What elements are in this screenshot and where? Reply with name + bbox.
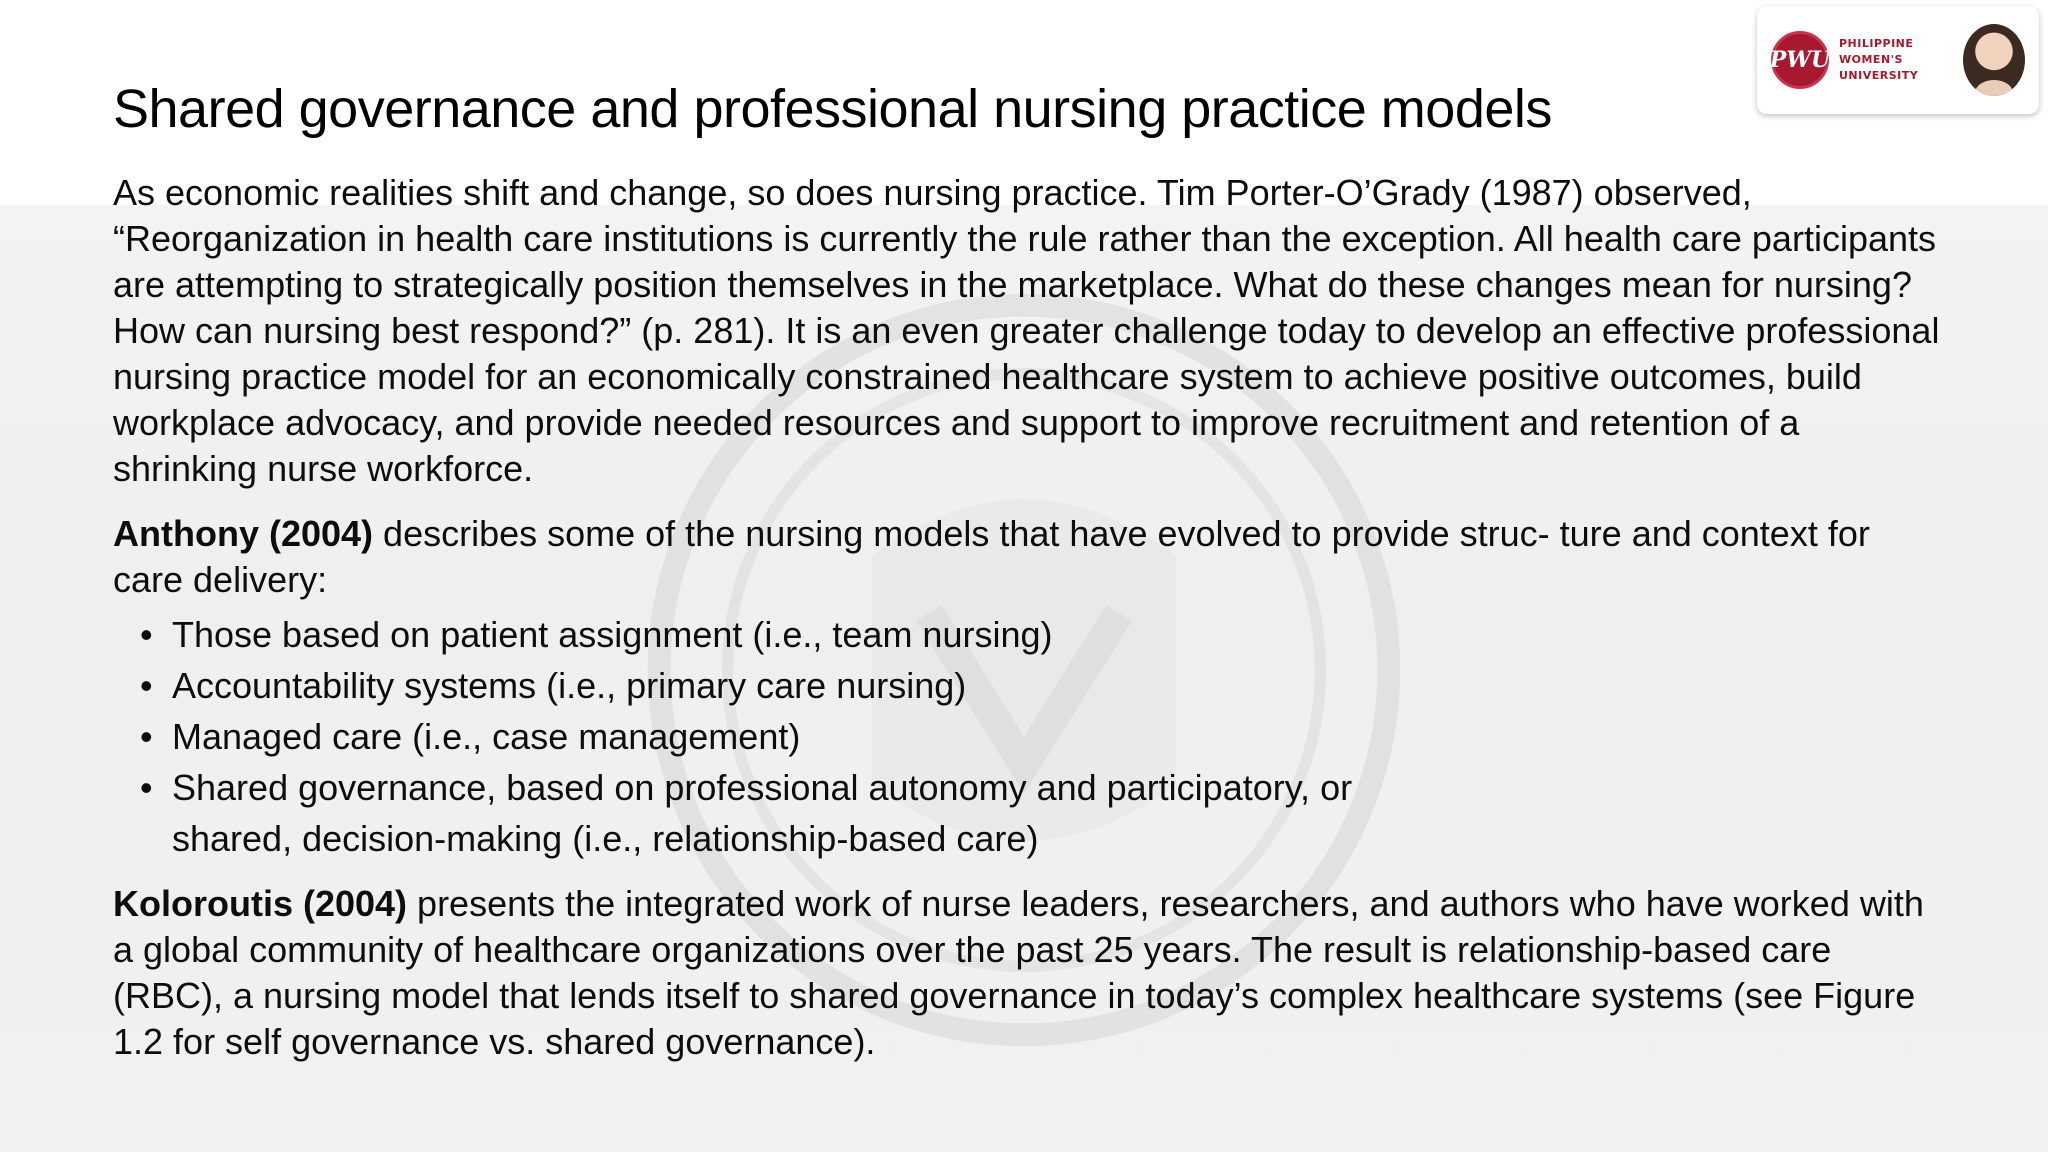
university-name-line: PHILIPPINE	[1839, 37, 1914, 50]
koloroutis-citation: Koloroutis (2004)	[113, 883, 408, 924]
presenter-avatar-icon	[1963, 24, 2025, 96]
bullet-marker: •	[140, 716, 153, 757]
list-item-text: Those based on patient assignment (i.e., team nursing)	[172, 614, 1053, 655]
koloroutis-paragraph	[113, 881, 1943, 1065]
university-name	[1839, 36, 1939, 84]
koloroutis-text: presents the integrated work of nurse leaders, researchers, and authors who have worked with a global community of healthcare organizations over the past 25 years. The result is relationship-based care (RBC), a nursing model that lends itself to shared governance in today’s complex healthcare systems (see Figure 1.2 for self governance vs. shared governance).	[113, 883, 1924, 1062]
list-item	[140, 609, 1640, 660]
slide-title: Shared governance and professional nursing practice models	[113, 79, 1552, 139]
university-logo-icon: PWU	[1771, 31, 1829, 89]
list-item	[140, 711, 1640, 762]
university-name-line: WOMEN'S	[1839, 53, 1903, 66]
list-item	[140, 660, 1640, 711]
bullet-marker: •	[140, 767, 153, 808]
anthony-citation: Anthony (2004)	[113, 513, 374, 554]
anthony-text: describes some of the nursing models that have evolved to provide struc- ture and context for care delivery:	[113, 513, 1870, 600]
list-item-text: Accountability systems (i.e., primary care nursing)	[172, 665, 967, 706]
list-item-text: Shared governance, based on professional autonomy and participatory, or	[172, 767, 1353, 808]
nursing-models-list	[140, 609, 1640, 864]
bullet-marker: •	[140, 614, 153, 655]
presenter-card	[1757, 6, 2039, 114]
list-item-text-continued: shared, decision-making (i.e., relationship-based care)	[172, 818, 1039, 859]
university-name-line: UNIVERSITY	[1839, 69, 1919, 82]
list-item	[140, 762, 1640, 864]
anthony-paragraph	[113, 511, 1943, 603]
intro-paragraph: As economic realities shift and change, so does nursing practice. Tim Porter-O’Grady (1987) observed, “Reorganization in health care institutions is currently the rule rather than the exception. All health care participants are attempting to strategically position themselves in the marketplace. What do these changes mean for nursing? How can nursing best respond?” (p. 281). It is an even greater challenge today to develop an effective professional nursing practice model for an economically constrained healthcare system to achieve positive outcomes, build workplace advocacy, and provide needed resources and support to improve recruitment and retention of a shrinking nurse workforce.	[113, 172, 1940, 489]
bullet-marker: •	[140, 665, 153, 706]
list-item-text: Managed care (i.e., case management)	[172, 716, 801, 757]
